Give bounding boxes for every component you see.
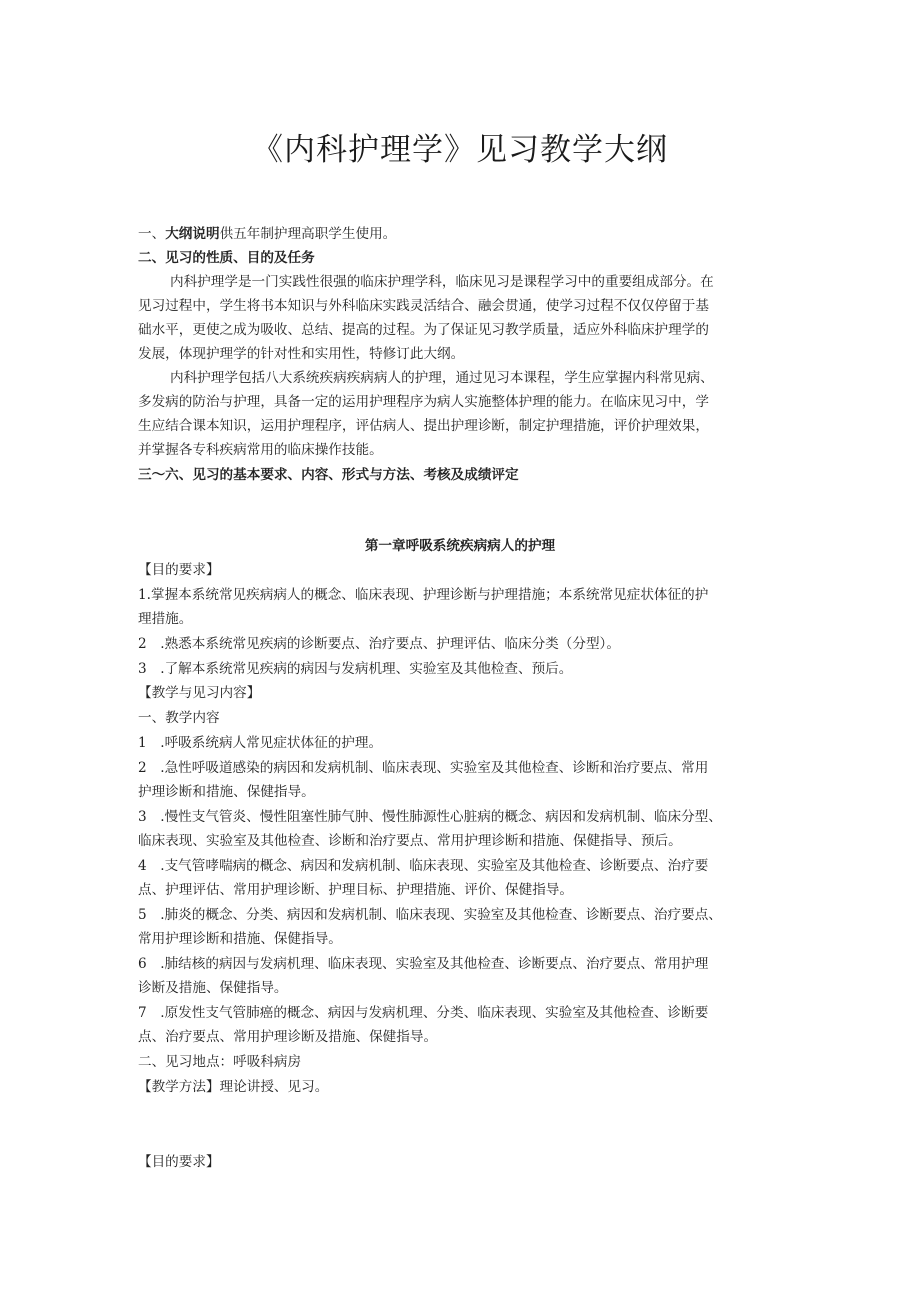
list-item: 2 .熟悉本系统常见疾病的诊断要点、治疗要点、护理评估、临床分类（分型）。 xyxy=(138,636,620,652)
section-label: 大纲说明 xyxy=(165,226,220,242)
list-item: 临床表现、实验室及其他检查、诊断和治疗要点、常用护理诊断和措施、保健指导、预后。 xyxy=(138,833,682,849)
list-item: 点、治疗要点、常用护理诊断及措施、保健指导。 xyxy=(138,1029,438,1045)
subsection-heading: 【目的要求】 xyxy=(138,1154,220,1170)
paragraph-line: 发展，体现护理学的针对性和实用性，特修订此大纲。 xyxy=(138,346,465,362)
list-item: 点、护理评估、常用护理诊断、护理目标、护理措施、评价、保健指导。 xyxy=(138,882,573,898)
list-item: 理措施。 xyxy=(138,611,193,627)
subsection-heading: 【目的要求】 xyxy=(138,562,220,578)
list-item: 1.掌握本系统常见疾病病人的概念、临床表现、护理诊断与护理措施；本系统常见症状体征的护 xyxy=(138,587,709,603)
paragraph-line: 多发病的防治与护理，具备一定的运用护理程序为病人实施整体护理的能力。在临床见习中，学 xyxy=(138,394,709,410)
list-item: 诊断及措施、保健指导。 xyxy=(138,980,288,996)
list-item: 5 .肺炎的概念、分类、病因和发病机制、临床表现、实验室及其他检查、诊断要点、治疗要点、 xyxy=(138,907,722,923)
method-line: 【教学方法】理论讲授、见习。 xyxy=(138,1079,329,1095)
section-text: 供五年制护理高职学生使用。 xyxy=(219,226,397,242)
list-item: 6 .肺结核的病因与发病机理、临床表现、实验室及其他检查、诊断要点、治疗要点、常用护理 xyxy=(138,956,709,972)
chapter-title: 第一章呼吸系统疾病病人的护理 xyxy=(364,538,556,554)
list-item: 2 .急性呼吸道感染的病因和发病机制、临床表现、实验室及其他检查、诊断和治疗要点、常用 xyxy=(138,760,709,776)
list-item: 7 .原发性支气管肺癌的概念、病因与发病机理、分类、临床表现、实验室及其他检查、诊断要 xyxy=(138,1005,709,1021)
section-number: 一、 xyxy=(138,226,166,242)
paragraph-line: 内科护理学是一门实践性很强的临床护理学科，临床见习是课程学习中的重要组成部分。在 xyxy=(170,274,714,290)
list-item: 常用护理诊断和措施、保健指导。 xyxy=(138,931,342,947)
list-item: 3 .慢性支气管炎、慢性阻塞性肺气肿、慢性肺源性心脏病的概念、病因和发病机制、临床分型、 xyxy=(138,809,722,825)
subsection-heading: 一、教学内容 xyxy=(138,710,220,726)
document-title: 《内科护理学》见习教学大纲 xyxy=(252,132,668,168)
paragraph-line: 生应结合课本知识，运用护理程序，评估病人、提出护理诊断，制定护理措施，评价护理效果， xyxy=(138,418,709,434)
paragraph-line: 见习过程中，学生将书本知识与外科临床实践灵活结合、融会贯通，使学习过程不仅仅停留于基 xyxy=(138,298,709,314)
location-line: 二、见习地点：呼吸科病房 xyxy=(138,1054,302,1070)
list-item: 护理诊断和措施、保健指导。 xyxy=(138,784,315,800)
section-heading: 二、见习的性质、目的及任务 xyxy=(138,250,315,266)
section-heading: 三〜六、见习的基本要求、内容、形式与方法、考核及成绩评定 xyxy=(138,467,519,483)
paragraph-line: 并掌握各专科疾病常用的临床操作技能。 xyxy=(138,442,383,458)
list-item: 1 .呼吸系统病人常见症状体征的护理。 xyxy=(138,735,383,751)
subsection-heading: 【教学与见习内容】 xyxy=(138,685,261,701)
paragraph-line: 础水平，更使之成为吸收、总结、提高的过程。为了保证见习教学质量，适应外科临床护理学的 xyxy=(138,322,709,338)
paragraph-line: 内科护理学包括八大系统疾病疾病病人的护理，通过见习本课程，学生应掌握内科常见病、 xyxy=(170,370,714,386)
syllabus-note xyxy=(138,222,798,246)
list-item: 3 .了解本系统常见疾病的病因与发病机理、实验室及其他检查、预后。 xyxy=(138,661,573,677)
list-item: 4 .支气管哮喘病的概念、病因和发病机制、临床表现、实验室及其他检查、诊断要点、治疗要 xyxy=(138,858,709,874)
